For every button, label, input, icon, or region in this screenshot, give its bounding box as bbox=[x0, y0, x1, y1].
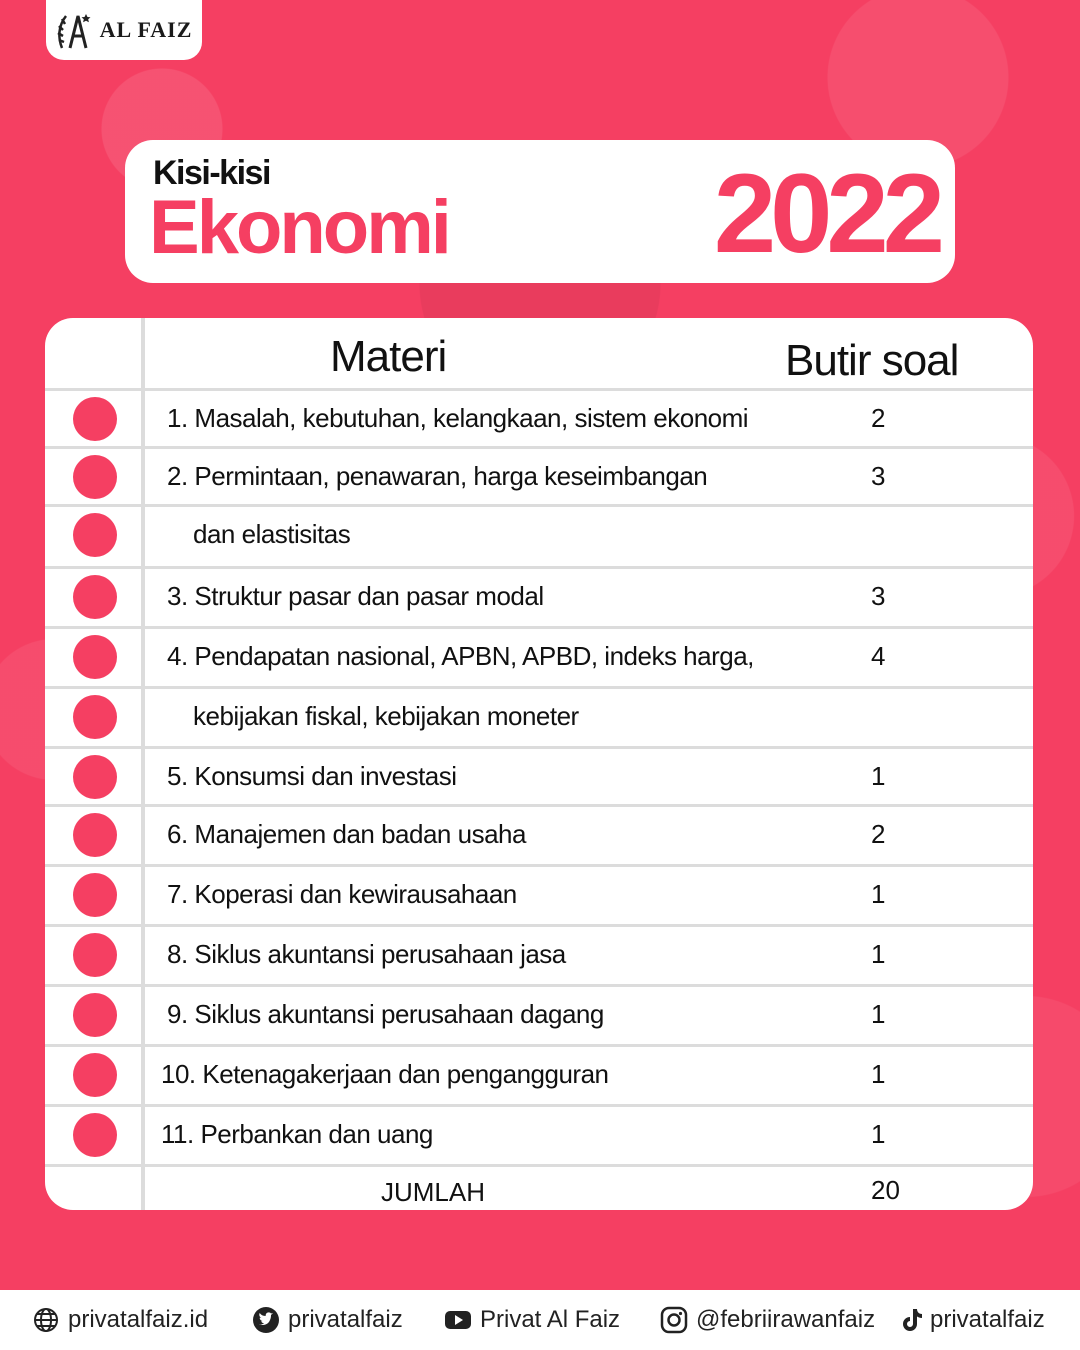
row-butir: 1 bbox=[871, 939, 886, 969]
row-materi: 11. Perbankan dan uang bbox=[161, 1119, 433, 1149]
bullet-dot bbox=[73, 1053, 117, 1097]
bullet-dot bbox=[73, 635, 117, 679]
table-row bbox=[45, 1104, 1033, 1163]
row-materi: 1. Masalah, kebutuhan, kelangkaan, sistem ekonomi bbox=[167, 403, 749, 433]
row-butir: 3 bbox=[871, 581, 886, 611]
tiktok-link[interactable] bbox=[898, 1306, 1045, 1334]
kisi-kisi-table bbox=[45, 318, 1033, 1210]
footer-social-bar bbox=[0, 1290, 1080, 1350]
instagram-link[interactable] bbox=[660, 1306, 875, 1334]
row-materi: 2. Permintaan, penawaran, harga keseimbangan bbox=[167, 461, 708, 491]
table-row bbox=[45, 984, 1033, 1043]
table-row bbox=[45, 686, 1033, 745]
row-materi: 6. Manajemen dan badan usaha bbox=[167, 819, 526, 849]
row-butir: 1 bbox=[871, 1059, 886, 1089]
row-materi: 10. Ketenagakerjaan dan pengangguran bbox=[161, 1059, 609, 1089]
table-row bbox=[45, 504, 1033, 567]
table-row bbox=[45, 446, 1033, 505]
title-subtitle: Kisi-kisi bbox=[153, 154, 270, 192]
website-link[interactable] bbox=[32, 1306, 208, 1334]
twitter-icon bbox=[252, 1306, 280, 1334]
bullet-dot bbox=[73, 575, 117, 619]
row-materi: 5. Konsumsi dan investasi bbox=[167, 761, 457, 791]
table-row bbox=[45, 388, 1033, 447]
total-label: JUMLAH bbox=[381, 1177, 486, 1207]
row-materi: 7. Koperasi dan kewirausahaan bbox=[167, 879, 517, 909]
row-materi: 9. Siklus akuntansi perusahaan dagang bbox=[167, 999, 604, 1029]
youtube-link[interactable] bbox=[444, 1306, 620, 1334]
row-butir: 1 bbox=[871, 879, 886, 909]
youtube-label: Privat Al Faiz bbox=[480, 1306, 621, 1333]
row-materi: dan elastisitas bbox=[193, 519, 351, 549]
instagram-icon bbox=[660, 1306, 688, 1334]
row-materi: 4. Pendapatan nasional, APBN, APBD, indeks harga, bbox=[167, 641, 754, 671]
header-butir-soal: Butir soal bbox=[785, 336, 959, 385]
table-row bbox=[45, 804, 1033, 863]
row-butir: 1 bbox=[871, 761, 886, 791]
row-butir: 2 bbox=[871, 819, 886, 849]
row-materi: 3. Struktur pasar dan pasar modal bbox=[167, 581, 544, 611]
logo-text: AL FAIZ bbox=[99, 17, 193, 42]
tiktok-icon bbox=[898, 1306, 926, 1334]
table-row bbox=[45, 746, 1033, 805]
row-materi: kebijakan fiskal, kebijakan moneter bbox=[193, 701, 579, 731]
tiktok-label: privatalfaiz bbox=[930, 1306, 1045, 1333]
title-year: 2022 bbox=[713, 151, 939, 276]
bullet-dot bbox=[73, 695, 117, 739]
bullet-dot bbox=[73, 397, 117, 441]
bullet-dot bbox=[73, 813, 117, 857]
total-row bbox=[45, 1164, 1033, 1210]
bullet-dot bbox=[73, 455, 117, 499]
laurel-logo-icon bbox=[56, 8, 96, 52]
bullet-dot bbox=[73, 873, 117, 917]
header-materi: Materi bbox=[330, 332, 447, 381]
bullet-dot bbox=[73, 933, 117, 977]
row-butir: 4 bbox=[871, 641, 886, 671]
brand-logo bbox=[46, 0, 202, 60]
youtube-icon bbox=[444, 1306, 472, 1334]
table-row bbox=[45, 626, 1033, 685]
total-value: 20 bbox=[871, 1175, 900, 1205]
row-butir: 1 bbox=[871, 999, 886, 1029]
row-butir: 2 bbox=[871, 403, 886, 433]
row-butir: 3 bbox=[871, 461, 886, 491]
bullet-dot bbox=[73, 1113, 117, 1157]
row-butir: 1 bbox=[871, 1119, 886, 1149]
page-title: Ekonomi bbox=[149, 185, 449, 270]
bullet-dot bbox=[73, 755, 117, 799]
twitter-label: privatalfaiz bbox=[288, 1306, 403, 1333]
row-materi: 8. Siklus akuntansi perusahaan jasa bbox=[167, 939, 566, 969]
instagram-label: @febriirawanfaiz bbox=[696, 1306, 876, 1333]
website-label: privatalfaiz.id bbox=[68, 1306, 209, 1333]
bullet-dot bbox=[73, 993, 117, 1037]
title-card bbox=[125, 140, 955, 283]
table-row bbox=[45, 1044, 1033, 1103]
table-row bbox=[45, 924, 1033, 983]
bullet-dot bbox=[73, 513, 117, 557]
globe-icon bbox=[32, 1306, 60, 1334]
twitter-link[interactable] bbox=[252, 1306, 403, 1334]
table-row bbox=[45, 864, 1033, 923]
table-row bbox=[45, 566, 1033, 625]
